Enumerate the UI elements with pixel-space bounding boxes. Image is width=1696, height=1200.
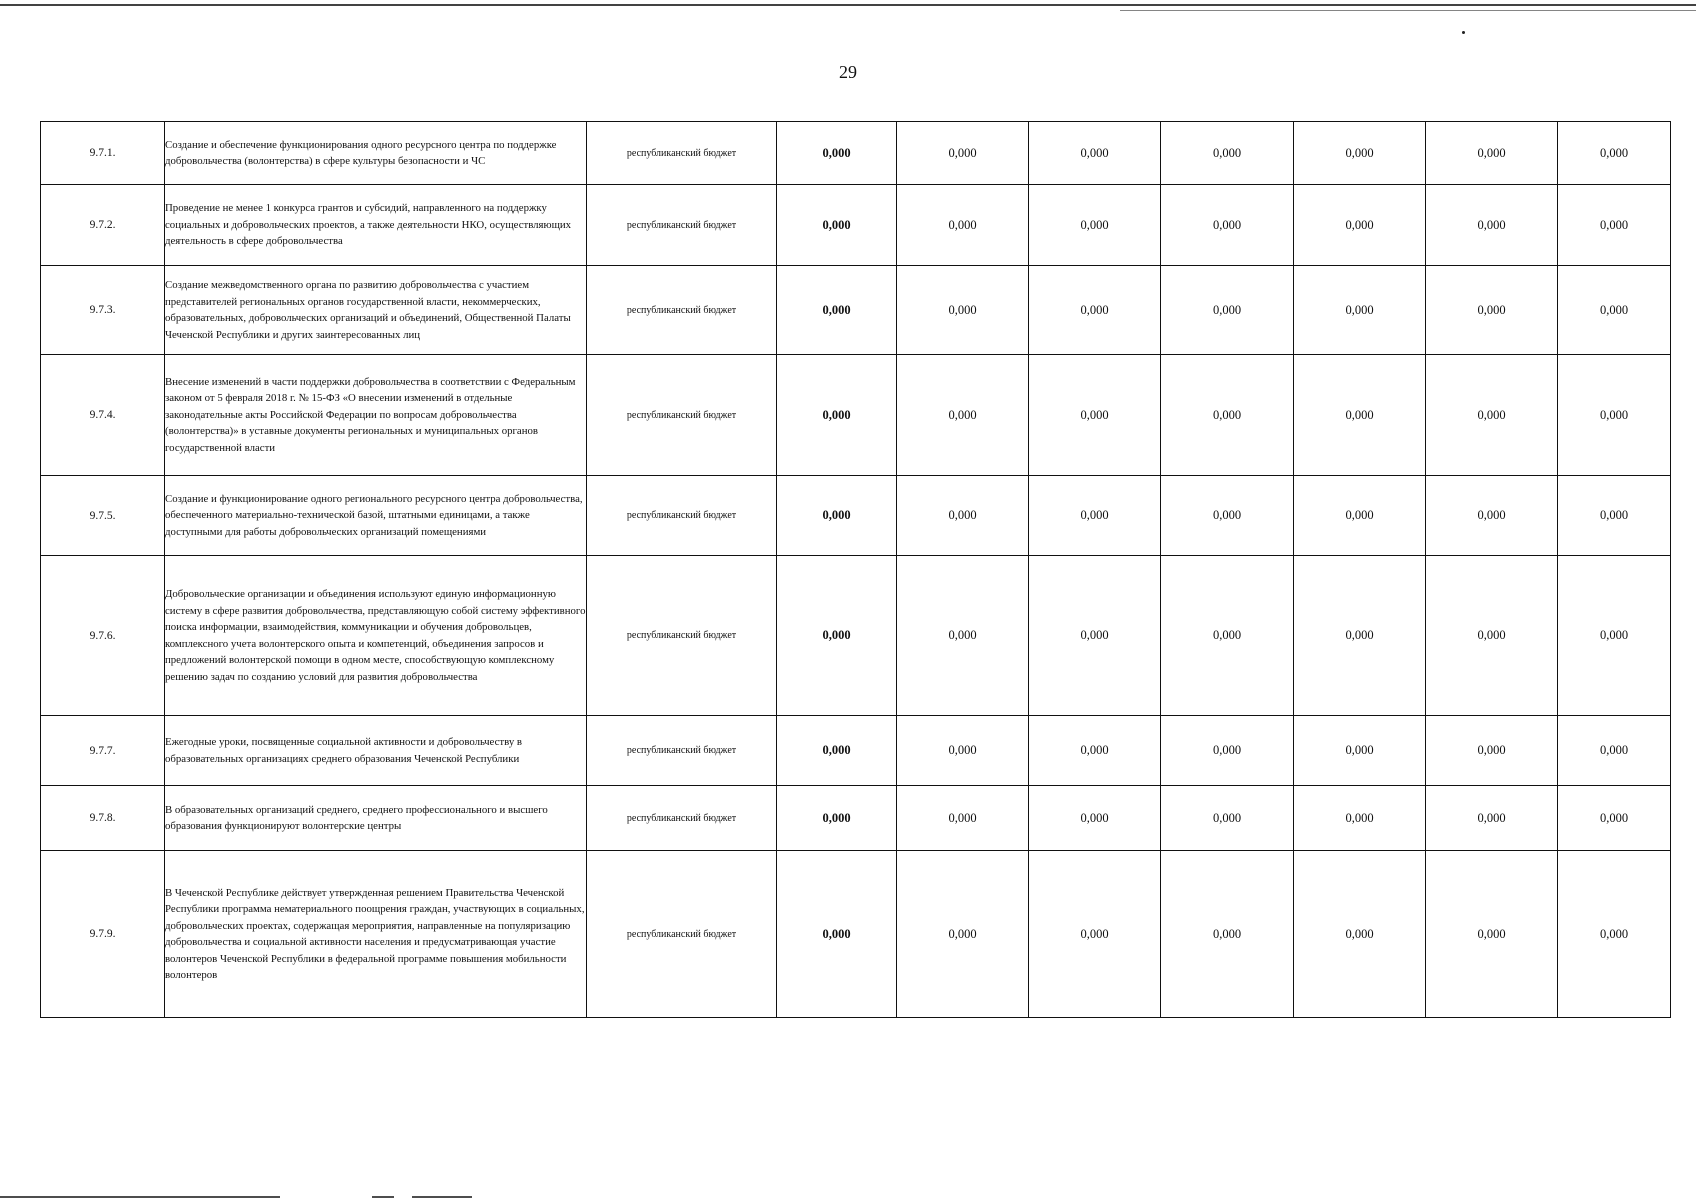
table-row [41,266,1671,355]
amount-cell: 0,000 [1029,556,1161,716]
amount-cell: 0,000 [1161,851,1294,1018]
funding-source: республиканский бюджет [587,786,777,851]
scan-border-bottom-mark [412,1196,472,1198]
table-row [41,556,1671,716]
amount-cell: 0,000 [777,716,897,786]
activity-description: Добровольческие организации и объединения используют единую информационную систему в сфере развития добровольчества, представляющую собой систему эффективного поиска информации, взаимодействия, коммуникации и обучения добровольцев, комплексного учета волонтерского опыта и компетенций, объединения запросов и предложений волонтерской помощи в одном месте, способствующую комплексному решению задач по созданию условий для развития добровольчества [165,556,587,716]
table-row [41,786,1671,851]
table-row [41,355,1671,476]
table-row [41,716,1671,786]
funding-source: республиканский бюджет [587,716,777,786]
table-row [41,122,1671,185]
activity-description: Ежегодные уроки, посвященные социальной активности и добровольчеству в образовательных организациях среднего образования Чеченской Республики [165,716,587,786]
row-number: 9.7.5. [41,476,165,556]
amount-cell: 0,000 [777,476,897,556]
activity-description: В образовательных организаций среднего, среднего профессионального и высшего образования функционируют волонтерские центры [165,786,587,851]
amount-cell: 0,000 [897,476,1029,556]
amount-cell: 0,000 [1029,476,1161,556]
amount-cell: 0,000 [1294,355,1426,476]
amount-cell: 0,000 [1294,122,1426,185]
page-number: 29 [839,62,857,82]
activity-description: Создание межведомственного органа по развитию добровольчества с участием представителей региональных органов государственной власти, некоммерческих, образовательных, добровольческих организаций и объединений, Общественной Палаты Чеченской Республики и других заинтересованных лиц [165,266,587,355]
scan-border-top [0,4,1696,6]
amount-cell: 0,000 [1426,185,1558,266]
row-number: 9.7.7. [41,716,165,786]
amount-cell: 0,000 [1558,851,1671,1018]
scan-border-bottom [0,1196,280,1198]
amount-cell: 0,000 [1161,476,1294,556]
row-number: 9.7.9. [41,851,165,1018]
amount-cell: 0,000 [777,122,897,185]
scan-speck [1462,31,1465,34]
amount-cell: 0,000 [1161,122,1294,185]
amount-cell: 0,000 [897,786,1029,851]
row-number: 9.7.1. [41,122,165,185]
activity-description: Создание и обеспечение функционирования одного ресурсного центра по поддержке добровольчества (волонтерства) в сфере культуры безопасности и ЧС [165,122,587,185]
amount-cell: 0,000 [897,266,1029,355]
table-row [41,476,1671,556]
amount-cell: 0,000 [1161,716,1294,786]
funding-source: республиканский бюджет [587,476,777,556]
amount-cell: 0,000 [1294,476,1426,556]
amount-cell: 0,000 [1161,266,1294,355]
amount-cell: 0,000 [1558,786,1671,851]
amount-cell: 0,000 [897,355,1029,476]
amount-cell: 0,000 [777,355,897,476]
row-number: 9.7.6. [41,556,165,716]
amount-cell: 0,000 [1558,266,1671,355]
amount-cell: 0,000 [1426,786,1558,851]
amount-cell: 0,000 [1161,556,1294,716]
activity-description: Внесение изменений в части поддержки добровольчества в соответствии с Федеральным законом от 5 февраля 2018 г. № 15-ФЗ «О внесении изменений в отдельные законодательные акты Российской Федерации по вопросам добровольчества (волонтерства)» в уставные документы региональных и муниципальных органов государственной власти [165,355,587,476]
amount-cell: 0,000 [897,556,1029,716]
activity-description: Создание и функционирование одного регионального ресурсного центра добровольчества, обеспеченного материально-технической базой, штатными единицами, а также доступными для работы добровольческих организаций помещениями [165,476,587,556]
amount-cell: 0,000 [1029,786,1161,851]
amount-cell: 0,000 [897,851,1029,1018]
funding-source: республиканский бюджет [587,851,777,1018]
amount-cell: 0,000 [1426,556,1558,716]
amount-cell: 0,000 [1558,556,1671,716]
amount-cell: 0,000 [1426,716,1558,786]
amount-cell: 0,000 [1426,851,1558,1018]
amount-cell: 0,000 [1426,476,1558,556]
amount-cell: 0,000 [1161,786,1294,851]
amount-cell: 0,000 [1426,355,1558,476]
amount-cell: 0,000 [1294,266,1426,355]
amount-cell: 0,000 [1294,185,1426,266]
amount-cell: 0,000 [1029,716,1161,786]
amount-cell: 0,000 [1161,185,1294,266]
amount-cell: 0,000 [1161,355,1294,476]
activity-description: В Чеченской Республике действует утвержденная решением Правительства Чеченской Республики программа нематериального поощрения граждан, участвующих в социальных, добровольческих проектах, содержащая мероприятия, направленные на популяризацию добровольчества и социальной активности населения и предусматривающая участие волонтеров Чеченской Республики в федеральной программе повышения мобильности волонтеров [165,851,587,1018]
amount-cell: 0,000 [777,786,897,851]
amount-cell: 0,000 [1029,851,1161,1018]
funding-source: республиканский бюджет [587,355,777,476]
amount-cell: 0,000 [1029,266,1161,355]
amount-cell: 0,000 [1558,355,1671,476]
funding-source: республиканский бюджет [587,122,777,185]
amount-cell: 0,000 [897,716,1029,786]
funding-source: республиканский бюджет [587,185,777,266]
amount-cell: 0,000 [1294,556,1426,716]
scan-border-top-secondary [1120,10,1696,11]
row-number: 9.7.8. [41,786,165,851]
amount-cell: 0,000 [1558,185,1671,266]
amount-cell: 0,000 [1426,266,1558,355]
amount-cell: 0,000 [777,851,897,1018]
amount-cell: 0,000 [897,122,1029,185]
amount-cell: 0,000 [1294,786,1426,851]
amount-cell: 0,000 [777,556,897,716]
amount-cell: 0,000 [1029,185,1161,266]
amount-cell: 0,000 [1558,476,1671,556]
amount-cell: 0,000 [1294,851,1426,1018]
table-row [41,185,1671,266]
table-body [41,122,1671,1018]
scan-border-bottom-mark [372,1196,394,1198]
amount-cell: 0,000 [1029,122,1161,185]
funding-source: республиканский бюджет [587,556,777,716]
funding-source: республиканский бюджет [587,266,777,355]
amount-cell: 0,000 [1558,716,1671,786]
amount-cell: 0,000 [777,266,897,355]
amount-cell: 0,000 [897,185,1029,266]
amount-cell: 0,000 [1294,716,1426,786]
row-number: 9.7.2. [41,185,165,266]
amount-cell: 0,000 [1029,355,1161,476]
row-number: 9.7.3. [41,266,165,355]
row-number: 9.7.4. [41,355,165,476]
activity-description: Проведение не менее 1 конкурса грантов и субсидий, направленного на поддержку социальных и добровольческих проектов, а также деятельности НКО, осуществляющих деятельность в сфере добровольчества [165,185,587,266]
activities-table [40,121,1671,1018]
table-row [41,851,1671,1018]
amount-cell: 0,000 [1426,122,1558,185]
amount-cell: 0,000 [1558,122,1671,185]
amount-cell: 0,000 [777,185,897,266]
